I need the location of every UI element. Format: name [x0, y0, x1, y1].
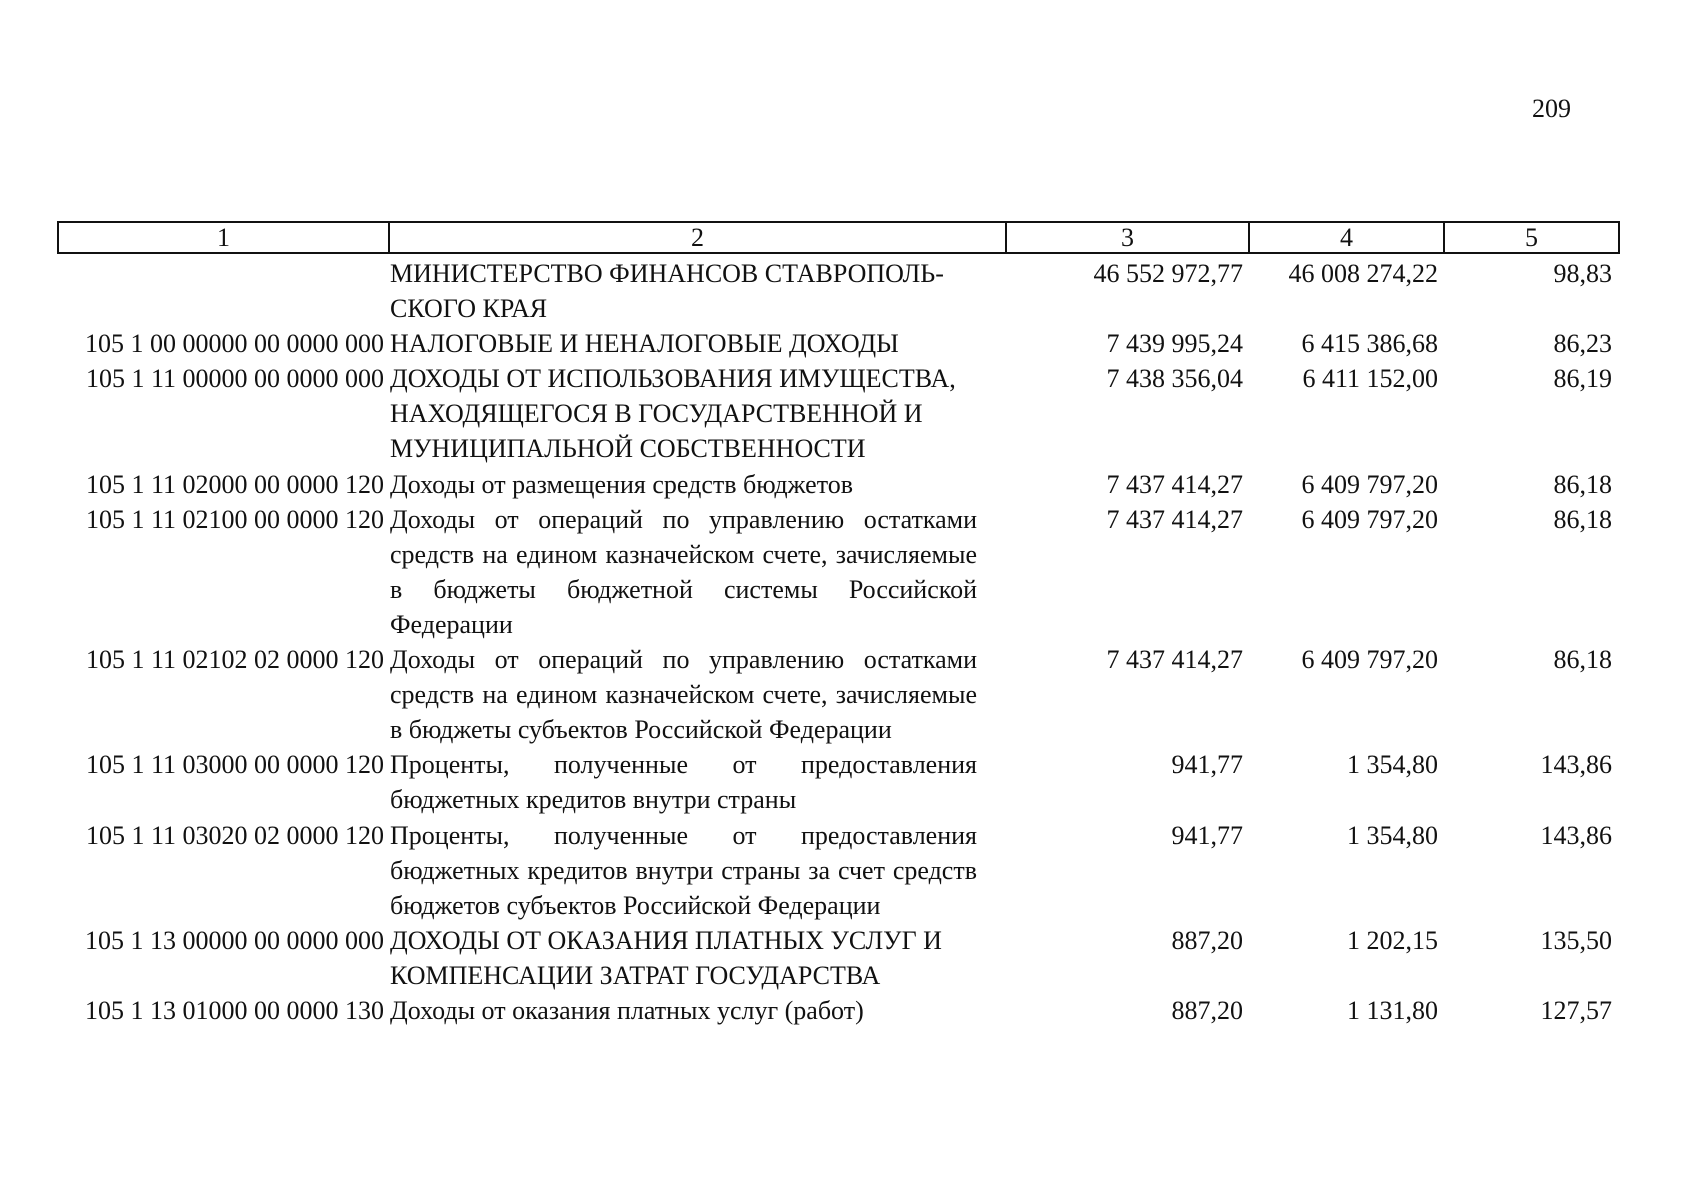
row-code: 105 1 11 02000 00 0000 120: [85, 469, 384, 499]
row-col-5: 135,50: [1540, 925, 1612, 955]
header-col-3: 3: [1007, 223, 1250, 252]
header-col-2: 2: [390, 223, 1007, 252]
row-col-5: 86,18: [1553, 504, 1612, 534]
row-name: Доходы от размещения средств бюджетов: [390, 469, 854, 499]
row-col-3: 941,77: [1171, 750, 1243, 780]
row-col-4: 1 354,80: [1347, 750, 1438, 780]
row-name: ДОХОДЫ ОТ ОКАЗАНИЯ ПЛАТНЫХ УСЛУГ И КОМПЕНСАЦИИ ЗАТРАТ ГОСУДАРСТВА: [390, 925, 942, 990]
row-name: Проценты, полученные от предоставления бюджетных кредитов внутри страны за счет средств бюджетов субъектов Российской Федерации: [390, 820, 977, 920]
row-col-5: 143,86: [1540, 820, 1612, 850]
table-row: [57, 326, 1620, 361]
row-name: Проценты, полученные от предоставления бюджетных кредитов внутри страны: [390, 750, 977, 815]
row-col-5: 86,18: [1553, 645, 1612, 675]
row-name: ДОХОДЫ ОТ ИСПОЛЬЗОВАНИЯ ИМУЩЕСТВА, НАХОДЯЩЕГОСЯ В ГОСУДАРСТВЕННОЙ И МУНИЦИПАЛЬНОЙ СОБСТВЕННОСТИ: [390, 364, 956, 464]
table-row: [57, 502, 1620, 642]
row-name: НАЛОГОВЫЕ И НЕНАЛОГОВЫЕ ДОХОДЫ: [390, 329, 899, 359]
row-col-3: 7 437 414,27: [1106, 469, 1243, 499]
row-name: Доходы от операций по управлению остатками средств на едином казначейском счете, зачисляемые в бюджеты бюджетной системы Российской Федерации: [390, 504, 977, 639]
row-col-5: 86,18: [1553, 469, 1612, 499]
table-row: [57, 642, 1620, 747]
row-name: Доходы от оказания платных услуг (работ): [390, 995, 864, 1025]
row-code: 105 1 11 03020 02 0000 120: [85, 820, 384, 850]
table-row: [57, 361, 1620, 466]
row-col-3: 887,20: [1171, 925, 1243, 955]
row-col-4: 1 354,80: [1347, 820, 1438, 850]
table-body: [57, 256, 1620, 1028]
row-col-4: 46 008 274,22: [1288, 259, 1438, 288]
table-row: [57, 923, 1620, 993]
row-col-3: 941,77: [1171, 820, 1243, 850]
row-col-5: 98,83: [1553, 259, 1612, 288]
row-col-4: 6 415 386,68: [1301, 329, 1438, 359]
row-col-4: 1 202,15: [1347, 925, 1438, 955]
row-col-5: 86,23: [1553, 329, 1612, 359]
row-col-4: 6 409 797,20: [1301, 469, 1438, 499]
row-col-4: 6 411 152,00: [1302, 364, 1438, 394]
row-col-3: 46 552 972,77: [1093, 259, 1243, 288]
table-row: [57, 993, 1620, 1028]
row-col-5: 86,19: [1553, 364, 1612, 394]
header-col-4: 4: [1250, 223, 1445, 252]
row-name: МИНИСТЕРСТВО ФИНАНСОВ СТАВРОПОЛЬ-СКОГО КРАЯ: [390, 259, 944, 324]
header-col-1: 1: [59, 223, 390, 252]
row-code: 105 1 11 02102 02 0000 120: [85, 645, 384, 675]
row-col-4: 1 131,80: [1347, 995, 1438, 1025]
row-code: 105 1 11 03000 00 0000 120: [85, 750, 384, 780]
row-code: 105 1 13 01000 00 0000 130: [85, 995, 384, 1025]
row-col-3: 7 437 414,27: [1106, 504, 1243, 534]
row-code: 105 1 11 00000 00 0000 000: [85, 364, 384, 394]
row-col-4: 6 409 797,20: [1301, 645, 1438, 675]
table-header: [57, 221, 1620, 254]
table-row: [57, 467, 1620, 502]
row-name: Доходы от операций по управлению остатками средств на едином казначейском счете, зачисляемые в бюджеты субъектов Российской Федерации: [390, 645, 977, 745]
row-col-3: 887,20: [1171, 995, 1243, 1025]
table-row: [57, 747, 1620, 817]
row-col-5: 143,86: [1540, 750, 1612, 780]
row-code: 105 1 13 00000 00 0000 000: [85, 925, 384, 955]
header-col-5: 5: [1525, 223, 1538, 252]
row-col-3: 7 438 356,04: [1106, 364, 1243, 394]
row-code: 105 1 11 02100 00 0000 120: [85, 504, 384, 534]
row-code: 105 1 00 00000 00 0000 000: [85, 329, 384, 359]
row-code: [57, 256, 388, 326]
row-col-4: 6 409 797,20: [1301, 504, 1438, 534]
table-row: [57, 818, 1620, 923]
table-row: [57, 256, 1620, 326]
row-col-5: 127,57: [1540, 995, 1612, 1025]
page-number: 209: [1532, 94, 1571, 123]
row-col-3: 7 437 414,27: [1106, 645, 1243, 675]
row-col-3: 7 439 995,24: [1106, 329, 1243, 359]
